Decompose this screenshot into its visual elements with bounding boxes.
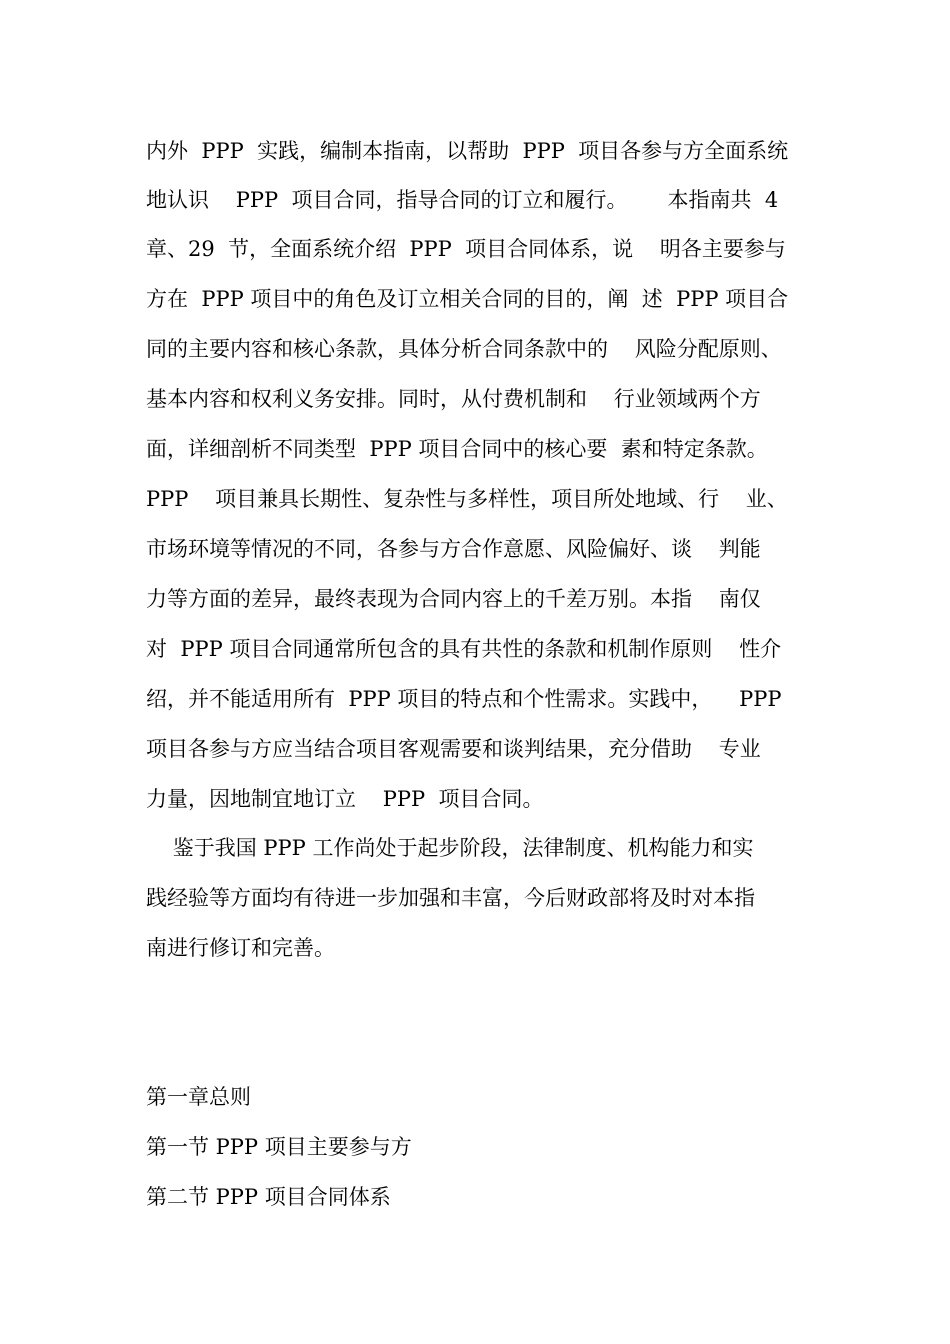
paragraph-line: 面，详细剖析不同类型 PPP 项目合同中的核心要 素和特定条款。 [146,437,768,461]
paragraph-line: 践经验等方面均有待进一步加强和丰富，今后财政部将及时对本指 [146,886,755,910]
paragraph-line: 市场环境等情况的不同，各参与方合作意愿、风险偏好、谈 判能 [146,537,761,561]
paragraph-line: 方在 PPP 项目中的角色及订立相关合同的目的，阐 述 PPP 项目合 [146,287,789,311]
paragraph-line: 基本内容和权利义务安排。同时，从付费机制和 行业领域两个方 [146,387,761,411]
paragraph-line: 绍，并不能适用所有 PPP 项目的特点和个性需求。实践中， PPP [146,687,782,711]
paragraph-line: 鉴于我国 PPP 工作尚处于起步阶段，法律制度、机构能力和实 [146,836,754,860]
paragraph-line: 同的主要内容和核心条款，具体分析合同条款中的 风险分配原则、 [146,337,782,361]
toc-section-1: 第一节 PPP 项目主要参与方 [146,1135,412,1159]
paragraph-line: 内外 PPP 实践，编制本指南，以帮助 PPP 项目各参与方全面系统 [146,139,789,163]
paragraph-line: 对 PPP 项目合同通常所包含的具有共性的条款和机制作原则 性介 [146,637,782,661]
paragraph-line: 章、29 节，全面系统介绍 PPP 项目合同体系，说 明各主要参与 [146,237,786,261]
paragraph-line: 地认识 PPP 项目合同，指导合同的订立和履行。 本指南共 4 [146,188,779,212]
paragraph-line: 南进行修订和完善。 [146,936,335,960]
toc-section-2: 第二节 PPP 项目合同体系 [146,1185,391,1209]
paragraph-line: 力等方面的差异，最终表现为合同内容上的千差万别。本指 南仅 [146,587,761,611]
toc-chapter-1: 第一章总则 [146,1085,251,1109]
paragraph-line: PPP 项目兼具长期性、复杂性与多样性，项目所处地域、行 业、 [146,487,788,511]
paragraph-line: 项目各参与方应当结合项目客观需要和谈判结果，充分借助 专业 [146,737,761,761]
paragraph-line: 力量，因地制宜地订立 PPP 项目合同。 [146,787,544,811]
